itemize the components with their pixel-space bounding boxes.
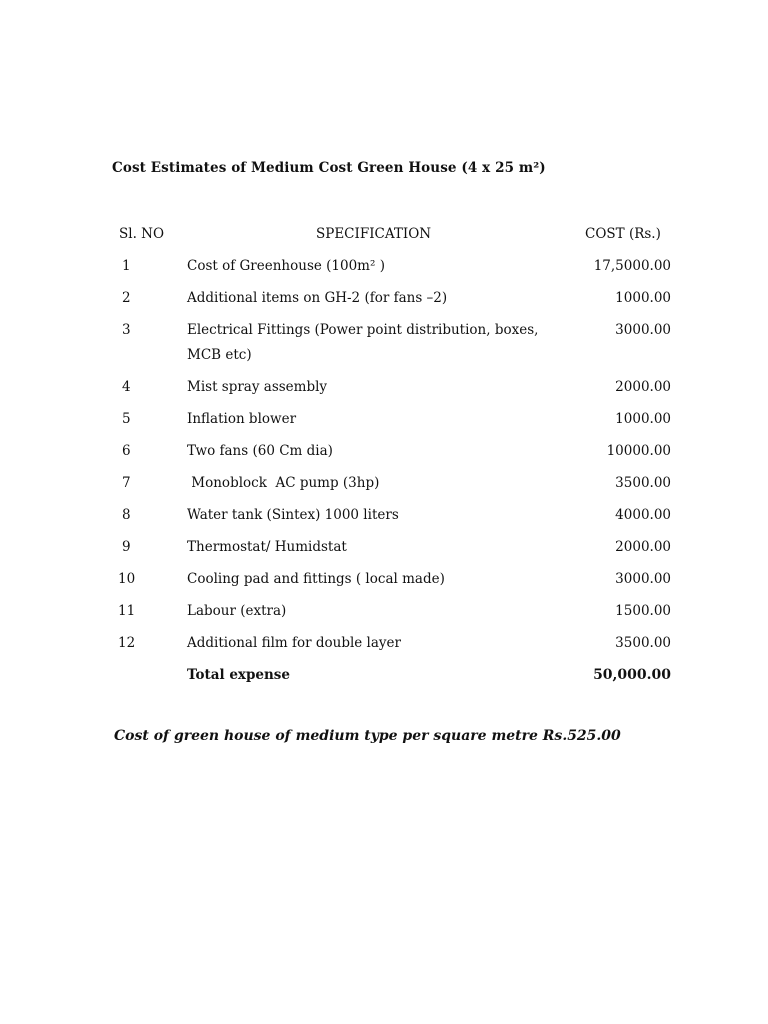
row-number: 2 [122,290,131,306]
row-cost: 3000.00 [615,322,671,338]
row-number: 11 [118,603,136,619]
row-cost: 2000.00 [615,539,671,555]
row-number: 6 [122,443,131,459]
row-number: 4 [122,379,131,395]
header-specification: SPECIFICATION [316,226,432,242]
row-specification: Electrical Fittings (Power point distribution, boxes, MCB etc) [187,322,539,363]
row-specification: Additional film for double layer [187,635,401,651]
header-cost: COST (Rs.) [585,226,661,242]
row-specification: Mist spray assembly [187,379,328,395]
row-specification: Cost of Greenhouse (100m² ) [187,258,385,274]
row-specification: Two fans (60 Cm dia) [187,443,333,459]
row-specification: Cooling pad and fittings ( local made) [187,571,445,587]
row-cost: 10000.00 [606,443,671,459]
row-specification: Thermostat/ Humidstat [187,539,347,555]
cost-per-square-metre-note: Cost of green house of medium type per square metre Rs.525.00 [114,728,621,744]
row-cost: 3500.00 [615,635,671,651]
row-cost: 1000.00 [615,411,671,427]
row-specification: Labour (extra) [187,603,287,619]
row-specification: Inflation blower [187,411,297,427]
row-specification: Additional items on GH-2 (for fans –2) [187,290,448,306]
row-number: 8 [122,507,131,523]
document-title: Cost Estimates of Medium Cost Green House (4 x 25 m²) [112,160,546,176]
row-cost: 4000.00 [615,507,671,523]
row-number: 7 [122,475,131,491]
total-cost: 50,000.00 [593,667,671,683]
row-number: 1 [122,258,131,274]
row-number: 5 [122,411,131,427]
row-cost: 1500.00 [615,603,671,619]
row-cost: 17,5000.00 [593,258,671,274]
row-specification: Monoblock AC pump (3hp) [187,475,380,491]
total-label: Total expense [187,667,290,683]
row-number: 12 [118,635,136,651]
header-sl-no: Sl. NO [119,226,165,242]
row-number: 10 [118,571,136,587]
row-cost: 1000.00 [615,290,671,306]
row-cost: 3000.00 [615,571,671,587]
row-cost: 3500.00 [615,475,671,491]
row-specification: Water tank (Sintex) 1000 liters [187,507,399,523]
row-number: 9 [122,539,131,555]
row-number: 3 [122,322,131,338]
row-cost: 2000.00 [615,379,671,395]
